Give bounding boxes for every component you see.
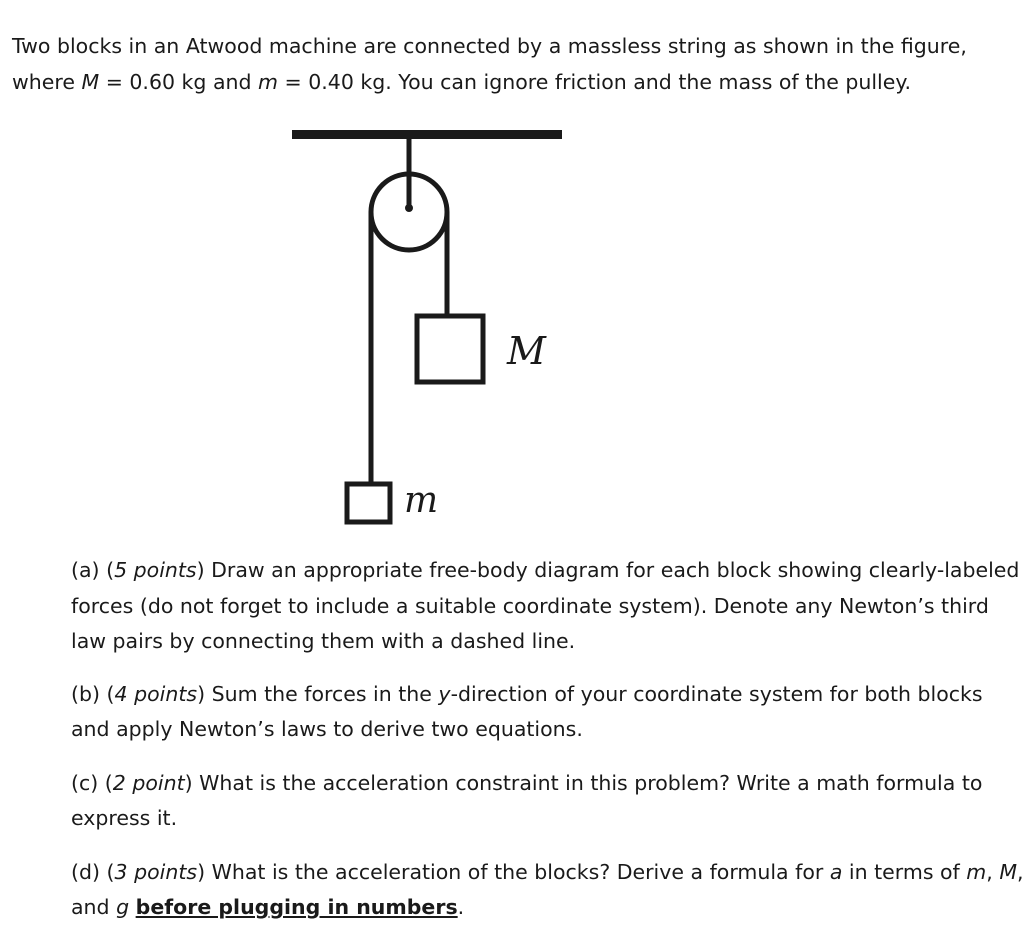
question-c-line-1 bbox=[71, 766, 1016, 802]
question-d-var-m: m bbox=[966, 859, 987, 884]
question-d-comma-2: , bbox=[1017, 859, 1024, 884]
question-b-text-post: -direction of your coordinate system for both blocks bbox=[450, 681, 983, 706]
question-d-line-1 bbox=[71, 855, 1024, 891]
question-d-var-g: g bbox=[116, 895, 130, 919]
block-m bbox=[347, 484, 390, 522]
question-c-points: 2 point bbox=[112, 770, 185, 795]
intro-line-1: Two blocks in an Atwood machine are connected by a massless string as shown in the figure, bbox=[12, 34, 967, 58]
question-a bbox=[71, 553, 1020, 660]
question-d-comma-1: , bbox=[986, 859, 1000, 884]
question-d-period: . bbox=[457, 895, 465, 919]
question-b-line-2: and apply Newton’s laws to derive two equations. bbox=[71, 717, 583, 741]
question-b-close: ) bbox=[197, 681, 212, 706]
ceiling-bar bbox=[292, 130, 562, 139]
question-d-line-2 bbox=[71, 890, 1016, 926]
question-b bbox=[71, 677, 1016, 748]
block-M bbox=[417, 316, 483, 382]
question-a-line-1 bbox=[71, 553, 1020, 589]
question-a-letter: (a) ( bbox=[71, 558, 115, 582]
question-d bbox=[71, 855, 1024, 926]
question-b-points: 4 points bbox=[114, 681, 198, 706]
question-c-letter: (c) ( bbox=[71, 770, 113, 795]
pulley-axle bbox=[405, 204, 413, 212]
intro-where: where bbox=[12, 70, 82, 94]
label-m: m bbox=[404, 480, 439, 521]
question-d-close: ) bbox=[197, 859, 212, 884]
question-d-var-M: M bbox=[999, 859, 1018, 884]
question-list bbox=[71, 553, 1024, 926]
intro-var-M: M bbox=[81, 70, 100, 94]
question-a-line-2: forces (do not forget to include a suitable coordinate system). Denote any Newton’s third bbox=[71, 593, 989, 618]
question-d-var-a: a bbox=[829, 859, 843, 884]
question-d-and: and bbox=[71, 895, 117, 919]
question-b-letter: (b) ( bbox=[71, 681, 115, 706]
question-a-close: ) bbox=[196, 558, 212, 582]
question-d-emphasis: before plugging in numbers bbox=[135, 895, 458, 919]
question-c-line-2: express it. bbox=[71, 806, 178, 830]
question-a-text-1: Draw an appropriate free-body diagram for each block showing clearly-labeled bbox=[211, 558, 1020, 582]
question-c bbox=[71, 766, 1016, 837]
question-b-var-y: y bbox=[438, 681, 451, 706]
question-d-points: 3 points bbox=[114, 859, 198, 884]
question-d-letter: (d) ( bbox=[71, 859, 115, 884]
question-d-text-pre: What is the acceleration of the blocks? Derive a formula for bbox=[211, 859, 830, 884]
intro-mass-m: = 0.40 kg. You can ignore friction and the mass of the pulley. bbox=[278, 70, 912, 94]
question-c-text-1: What is the acceleration constraint in this problem? Write a math formula to bbox=[199, 770, 983, 795]
question-b-line-1 bbox=[71, 677, 1016, 713]
label-M: M bbox=[507, 329, 546, 373]
question-a-line-3: law pairs by connecting them with a dashed line. bbox=[71, 629, 576, 653]
question-a-points: 5 points bbox=[114, 558, 197, 582]
question-d-text-mid: in terms of bbox=[842, 859, 967, 884]
intro-mass-M: = 0.60 kg and bbox=[99, 70, 259, 94]
question-b-text-pre: Sum the forces in the bbox=[211, 681, 439, 706]
intro-var-m: m bbox=[258, 70, 279, 94]
question-c-close: ) bbox=[184, 770, 200, 795]
